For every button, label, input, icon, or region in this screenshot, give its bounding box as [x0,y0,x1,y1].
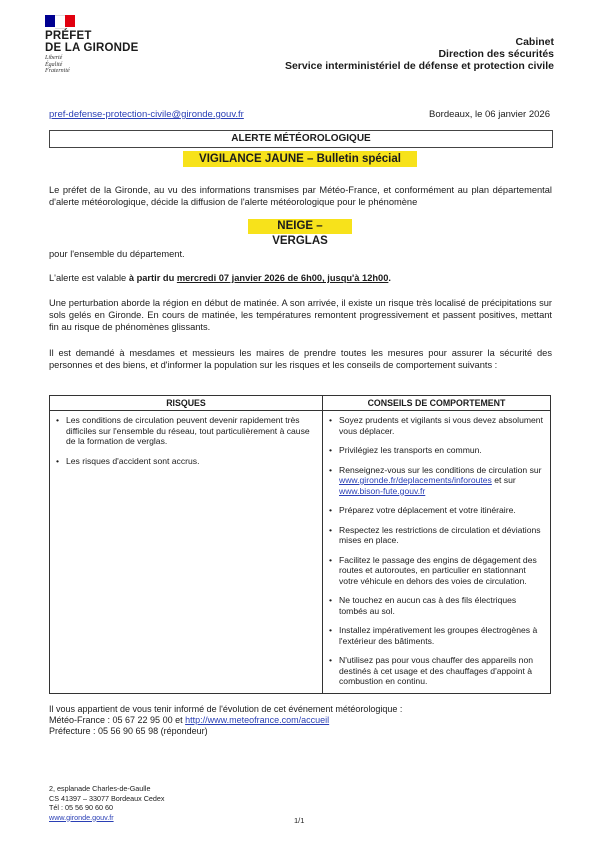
info-block [49,704,402,737]
table-body-row [50,411,551,694]
meteo-france-contact [49,715,402,726]
website-link[interactable]: www.gironde.gouv.fr [49,812,114,822]
risk-item: • Les conditions de circulation peuvent devenir rapidement très difficiles sur l'ensemble du réseau, tout particulièrement à cause de la formation de verglas. [54,415,316,447]
risks-column-header: RISQUES [50,396,323,411]
info-intro: Il vous appartient de vous tenir informé de l'évolution de cet événement météorologique : [49,704,403,714]
validity-period: mercredi 07 janvier 2026 de 6h00, jusqu'à 12h00 [176,273,389,283]
contact-email-link[interactable]: pref-defense-protection-civile@gironde.gouv.fr [49,109,244,120]
validity-end: . [388,273,391,283]
traffic-text: Renseignez-vous sur les conditions de circulation sur [339,464,542,475]
bison-fute-link[interactable]: www.bison-fute.gouv.fr [339,485,426,496]
advice-item: • Installez impérativement les groupes électrogènes à l'extérieur des bâtiments. [327,625,544,646]
intro-paragraph: Le préfet de la Gironde, au vu des informations transmises par Météo-France, et conformément au plan départemental d'alerte météorologique, décide la diffusion de l'alerte météorologique pour le phénomène [49,185,552,207]
advice-item: • N'utilisez pas pour vous chauffer des appareils non destinés à cet usage et des chauffages d'appoint à combustion en continu. [327,655,544,687]
advice-column-header: CONSEILS DE COMPORTEMENT [323,396,551,411]
place-date: Bordeaux, le 06 janvier 2026 [429,109,550,120]
advice-item: • Soyez prudents et vigilants si vous devez absolument vous déplacer. [327,415,544,436]
prefet-line1: PRÉFET [45,30,92,42]
advice-item: • Respectez les restrictions de circulation et déviations mises en place. [327,525,544,546]
risks-advice-table [49,395,551,694]
prefet-logo-text [45,30,139,54]
motto-egalite: Égalité [45,61,63,68]
meteo-phone: Météo-France : 05 67 22 95 00 et [49,715,186,725]
alert-title: ALERTE MÉTÉOROLOGIQUE [49,130,553,148]
address-postal: CS 41397 – 33077 Bordeaux Cedex [49,793,165,803]
risks-cell [50,411,323,694]
advice-item-traffic [327,465,544,497]
vigilance-level-banner: VIGILANCE JAUNE – Bulletin spécial [183,151,417,167]
prefecture-phone: Préfecture : 05 56 90 65 98 (répondeur) [49,726,208,736]
prefet-line2: DE LA GIRONDE [45,42,139,54]
validity-text [49,272,391,284]
advice-item: • Privilégiez les transports en commun. [327,445,544,456]
address-phone: Tél : 05 56 90 60 60 [49,803,113,812]
org-direction: Direction des sécurités [438,48,554,60]
request-paragraph: Il est demandé à mesdames et messieurs les maires de prendre toutes les mesures pour assurer la sécurité des personnes et des biens, et d'informer la population sur les risques et les conseils de comportement suivants : [49,348,552,370]
risks-list [54,415,316,466]
address-street: 2, esplanade Charles-de-Gaulle [49,784,151,793]
phenomenon-banner: NEIGE – VERGLAS [248,219,352,234]
motto-liberte: Liberté [45,55,63,61]
prefecture-address [49,784,164,822]
org-service: Service interministériel de défense et protection civile [284,60,554,72]
republic-flag-logo [45,15,75,27]
advice-list [327,415,544,687]
advice-item: • Préparez votre déplacement et votre itinéraire. [327,505,544,516]
inforoutes-link[interactable]: www.gironde.fr/deplacements/inforoutes [339,475,492,485]
motto-fraternite: Fraternité [45,68,70,74]
risk-item: • Les risques d'accident sont accrus. [54,456,316,467]
page-number: 1/1 [294,816,305,825]
advice-item: • Ne touchez en aucun cas à des fils électriques tombés au sol. [327,595,544,616]
validity-prefix: L'alerte est valable [49,273,129,283]
flag-red-stripe [65,15,75,27]
flag-white-stripe [55,15,65,29]
advice-cell [323,411,551,694]
table-header-row [50,396,551,411]
advice-item: • Facilitez le passage des engins de dégagement des routes et autoroutes, en particulier en stationnant votre véhicule en dehors des voies de circulation. [327,555,544,587]
issuing-department [285,36,554,72]
republic-motto [45,55,70,75]
traffic-text-and: et sur [491,475,516,485]
meteofrance-link[interactable]: http://www.meteofrance.com/accueil [185,715,330,725]
validity-from: à partir du [128,273,177,283]
org-cabinet: Cabinet [515,36,554,48]
flag-blue-stripe [45,15,55,27]
description-paragraph: Une perturbation aborde la région en début de matinée. A son arrivée, il existe un risque très localisé de précipitations sur sols gelés en Gironde. En cours de matinée, les températures remontent progressivement et passent positives, mettant fin au risque de phénomènes glissants. [49,298,552,332]
scope-text: pour l'ensemble du département. [49,249,185,259]
